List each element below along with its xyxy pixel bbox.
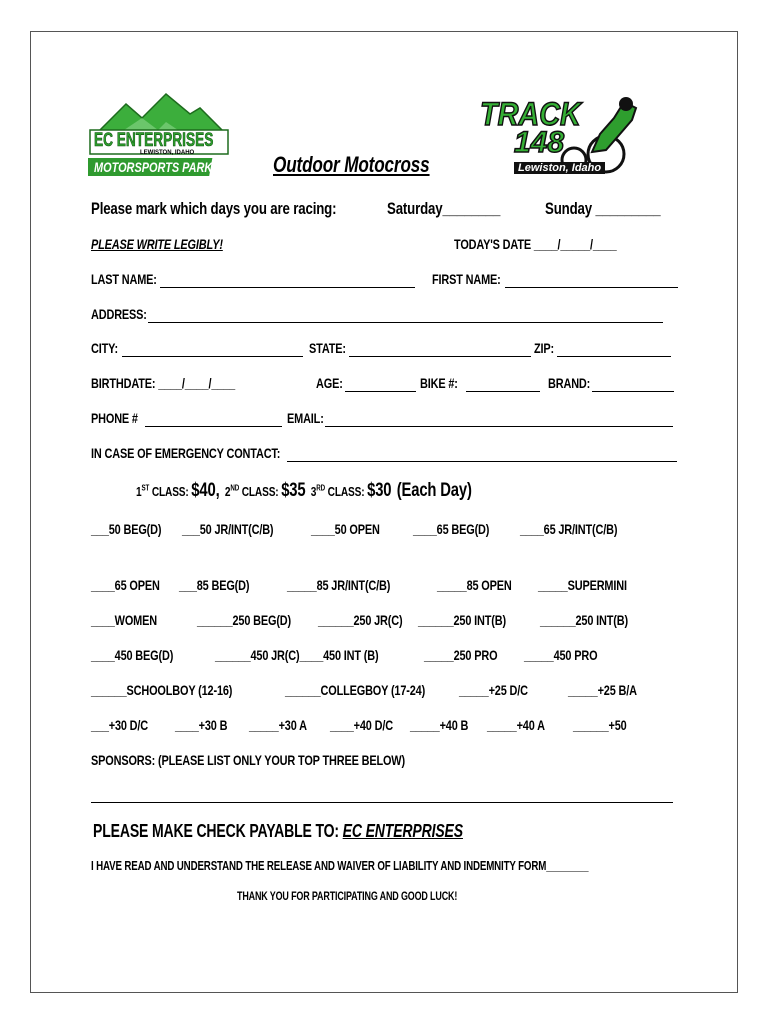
class-option[interactable]: ____50 OPEN <box>311 521 380 537</box>
track-148-logo <box>474 94 644 178</box>
class2-number: 2 <box>224 484 231 499</box>
class-option[interactable]: _____+30 A <box>249 717 307 733</box>
class-option[interactable]: _____+25 B/A <box>568 682 637 698</box>
class-option[interactable]: _____+40 B <box>410 717 469 733</box>
last-name-line[interactable] <box>160 287 415 288</box>
birthdate-field[interactable]: BIRTHDATE: ____/____/____ <box>91 375 235 391</box>
logo-ec-text: EC ENTERPRISES <box>94 130 214 151</box>
days-question: Please mark which days you are racing: <box>91 199 337 218</box>
class-option[interactable]: ____65 OPEN <box>91 577 160 593</box>
brand-line[interactable] <box>592 391 674 392</box>
class1-label: CLASS: <box>151 484 189 499</box>
thank-you-note: THANK YOU FOR PARTICIPATING AND GOOD LUCK! <box>237 891 458 903</box>
class-option[interactable]: _____SUPERMINI <box>538 577 627 593</box>
sunday-field[interactable]: Sunday _________ <box>545 199 661 218</box>
brand-label: BRAND: <box>548 375 591 391</box>
class-option[interactable]: _____450 PRO <box>524 647 598 663</box>
class-option[interactable]: ____65 BEG(D) <box>413 521 490 537</box>
write-legibly-note: PLEASE WRITE LEGIBLY! <box>91 236 223 252</box>
class-option[interactable]: ___+30 D/C <box>91 717 149 733</box>
bike-number-label: BIKE #: <box>420 375 458 391</box>
sponsors-label: SPONSORS: (PLEASE LIST ONLY YOUR TOP THREE BELOW) <box>91 752 405 768</box>
class2-suffix: ND <box>230 483 240 493</box>
logo-lewiston-script: Lewiston, Idaho <box>514 162 605 174</box>
release-acknowledgement[interactable]: I HAVE READ AND UNDERSTAND THE RELEASE AND WAIVER OF LIABILITY AND INDEMNITY FORM________ <box>91 859 589 873</box>
class-option[interactable]: ______250 JR(C) <box>318 612 403 628</box>
logo-track-text: TRACK <box>480 96 581 132</box>
first-name-line[interactable] <box>505 287 678 288</box>
class3-price: $30 <box>367 480 392 501</box>
class-option[interactable]: ___50 JR/INT(C/B) <box>182 521 274 537</box>
state-label: STATE: <box>309 340 346 356</box>
class-option[interactable]: ____+40 D/C <box>330 717 393 733</box>
emergency-contact-line[interactable] <box>287 461 677 462</box>
class-option[interactable]: _____250 PRO <box>424 647 498 663</box>
class-option[interactable]: ______SCHOOLBOY (12-16) <box>91 682 233 698</box>
age-label: AGE: <box>316 375 343 391</box>
payable-name: EC ENTERPRISES <box>342 821 463 841</box>
form-title: Outdoor Motocross <box>273 152 430 177</box>
emergency-contact-label: IN CASE OF EMERGENCY CONTACT: <box>91 445 281 461</box>
class-option[interactable]: ____65 JR/INT(C/B) <box>520 521 618 537</box>
ec-enterprises-logo <box>88 92 230 182</box>
state-line[interactable] <box>349 356 531 357</box>
class-option[interactable]: ______250 BEG(D) <box>197 612 292 628</box>
first-name-label: FIRST NAME: <box>432 271 501 287</box>
class-option[interactable]: ______+50 <box>573 717 627 733</box>
class-option[interactable]: ______COLLEGBOY (17-24) <box>285 682 426 698</box>
class-option[interactable]: ___50 BEG(D) <box>91 521 162 537</box>
logo-motorsports-text: MOTORSPORTS PARK <box>94 159 213 175</box>
email-label: EMAIL: <box>287 410 324 426</box>
class-option[interactable]: _____+25 D/C <box>459 682 528 698</box>
city-line[interactable] <box>122 356 303 357</box>
payable-statement <box>93 821 463 842</box>
email-line[interactable] <box>325 426 673 427</box>
zip-label: ZIP: <box>534 340 555 356</box>
class-option[interactable]: ____450 BEG(D) <box>91 647 174 663</box>
class3-suffix: RD <box>316 483 325 493</box>
class3-number: 3 <box>310 484 317 499</box>
class-option[interactable]: ___85 BEG(D) <box>179 577 250 593</box>
class-pricing <box>136 480 472 502</box>
address-line[interactable] <box>148 322 663 323</box>
class1-number: 1 <box>136 484 142 499</box>
class-option[interactable]: _____+40 A <box>487 717 545 733</box>
class1-suffix: ST <box>141 483 150 493</box>
class3-label: CLASS: <box>327 484 365 499</box>
todays-date-field[interactable]: TODAY'S DATE ____/_____/____ <box>454 236 617 252</box>
city-label: CITY: <box>91 340 118 356</box>
phone-label: PHONE # <box>91 410 138 426</box>
class-option[interactable]: _____85 OPEN <box>437 577 512 593</box>
phone-line[interactable] <box>145 426 282 427</box>
zip-line[interactable] <box>557 356 671 357</box>
bike-number-line[interactable] <box>466 391 540 392</box>
logo-148-text: 148 <box>514 126 565 159</box>
logo-lewiston-text: LEWISTON, IDAHO <box>140 150 195 156</box>
saturday-field[interactable]: Saturday________ <box>387 199 501 218</box>
class-option[interactable]: ______250 INT(B) <box>540 612 628 628</box>
class-option[interactable]: ____WOMEN <box>91 612 157 628</box>
sponsors-line[interactable] <box>91 802 673 803</box>
class-option[interactable]: ______250 INT(B) <box>418 612 506 628</box>
class2-price: $35 <box>281 480 306 501</box>
class-option[interactable]: _____85 JR/INT(C/B) <box>287 577 391 593</box>
class-option[interactable]: ______450 JR(C)____450 INT (B) <box>215 647 379 663</box>
last-name-label: LAST NAME: <box>91 271 157 287</box>
age-line[interactable] <box>345 391 416 392</box>
address-label: ADDRESS: <box>91 306 147 322</box>
class1-price: $40, <box>191 480 220 501</box>
payable-label: PLEASE MAKE CHECK PAYABLE TO: <box>93 821 339 841</box>
each-day-note: (Each Day) <box>396 480 472 501</box>
class2-label: CLASS: <box>241 484 279 499</box>
class-option[interactable]: ____+30 B <box>175 717 228 733</box>
